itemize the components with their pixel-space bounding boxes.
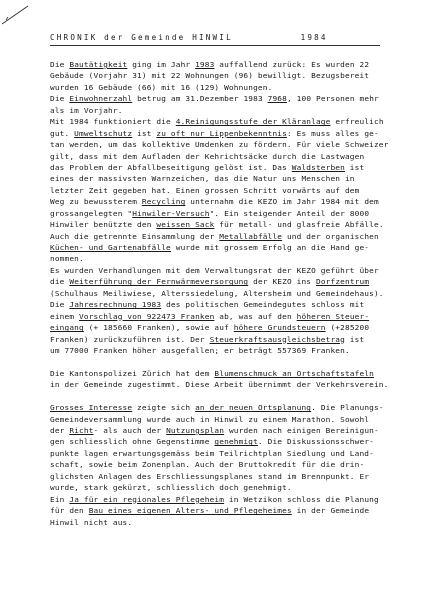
text-line xyxy=(50,425,417,436)
text-run: , 100 Personen mehr xyxy=(286,94,379,104)
paragraph-gap xyxy=(50,356,417,367)
text-run: ab, was auf den xyxy=(214,311,297,321)
text-line xyxy=(50,414,417,425)
text-run: ging im Jahr xyxy=(127,60,196,69)
underlined-term: Steuerkraftsausgleichsbetrag xyxy=(209,334,345,344)
text-run: Weg zu bewussterem xyxy=(50,197,142,207)
text-line xyxy=(50,494,417,505)
underlined-term: höhere Grundsteuern xyxy=(233,323,326,333)
text-line xyxy=(50,162,417,173)
underlined-term: weissen Sack xyxy=(156,220,215,230)
text-run: (Schulhaus Meiliwiese, Alterssiedelung, Altersheim und Gemeindehaus). xyxy=(50,288,384,298)
header-title: CHRONIK der Gemeinde HINWIL xyxy=(50,33,233,42)
text-line xyxy=(50,59,417,70)
text-run: Gemeindeversammlung wurde auch in Hinwil zu einem Marathon. Sowohl xyxy=(50,414,370,424)
paragraph-gap xyxy=(50,391,417,402)
underlined-term: Umweltschutz xyxy=(74,128,133,138)
text-run: für den xyxy=(50,506,89,516)
underlined-term: zu oft nur Lippenbekenntnis xyxy=(156,128,287,138)
text-line xyxy=(50,231,417,242)
underlined-term: Metallabfälle xyxy=(219,231,283,241)
text-line xyxy=(50,311,417,322)
text-run: Hinwiler benützte den xyxy=(50,220,157,230)
text-line xyxy=(50,517,417,528)
underlined-term: Dorfzentrum xyxy=(315,277,370,287)
text-run: Die xyxy=(50,60,70,69)
text-line xyxy=(50,471,417,482)
text-run: nommen. xyxy=(50,254,84,264)
text-run: wurde, stark gekürzt, schliesslich doch genehmigt. xyxy=(50,483,292,493)
text-run: (+285200 xyxy=(325,323,370,333)
text-run: wurden 16 Gebäude (66) mit 16 (129) Wohnungen. xyxy=(50,82,273,92)
chronicle-body-text xyxy=(50,59,417,528)
text-run: Die Kantonspolizei Zürich hat dem xyxy=(50,368,215,378)
underlined-term: Jahresrechnung 1983 xyxy=(69,300,162,310)
underlined-term: eingang xyxy=(50,323,84,333)
text-run: erfreulich xyxy=(330,117,384,127)
text-line xyxy=(50,116,417,127)
underlined-term: Küchen- und Gartenabfälle xyxy=(50,243,171,252)
underlined-term: Nutzungsplan xyxy=(166,426,225,435)
underlined-term: Vorschlag von 922473 Franken xyxy=(79,311,215,321)
underlined-term: Bautätigkeit xyxy=(69,60,128,69)
text-run: für metall- und glasfreie Abfälle. xyxy=(214,220,384,230)
text-run: letzter Zeit gegeben hat. Einen grossen Schritt vorwärts auf dem xyxy=(50,185,360,195)
text-run: der xyxy=(50,426,70,435)
text-line xyxy=(50,139,417,150)
text-run: als im Vorjahr. xyxy=(50,105,123,115)
text-run: zeigte sich xyxy=(132,403,196,413)
text-run: Mit 1984 funktioniert die xyxy=(50,117,176,127)
text-line xyxy=(50,448,417,459)
underlined-term: Richt xyxy=(69,426,94,435)
text-line xyxy=(50,185,417,196)
header-rule xyxy=(50,45,380,46)
text-run: Die xyxy=(50,94,70,104)
text-run: tan werden, um das kollektive Umdenken zu fördern. Für viele Schweizer xyxy=(50,140,389,150)
underlined-term: Weiterführung der Fernwärmeversorgung xyxy=(69,277,249,287)
text-run: (+ 185660 Franken), sowie auf xyxy=(83,323,234,333)
underlined-term: Einwohnerzahl xyxy=(69,94,133,104)
text-run: Ein xyxy=(50,494,70,504)
underlined-term: an der neuen Ortsplanung xyxy=(195,403,312,413)
text-run: ist xyxy=(344,334,365,344)
text-line xyxy=(50,334,417,345)
text-run: glichsten Anlagen des Erschliessungsplanes stand im Brennpunkt. Er xyxy=(50,471,370,481)
text-line xyxy=(50,151,417,162)
text-run: - als auch der xyxy=(93,426,167,435)
text-run: . Die Planungs- xyxy=(311,403,384,413)
page-header xyxy=(50,33,328,42)
text-line xyxy=(50,322,417,333)
text-run: in Wetzikon schloss die Planung xyxy=(224,494,379,504)
underlined-term: genehmigt xyxy=(214,437,258,447)
text-line xyxy=(50,173,417,184)
text-run: gen schliesslich ohne Gegenstimme xyxy=(50,437,215,447)
text-line xyxy=(50,379,417,390)
text-run: Die xyxy=(50,300,70,310)
text-run: und der organischen xyxy=(282,231,379,241)
text-line xyxy=(50,288,417,299)
text-line xyxy=(50,82,417,93)
text-line xyxy=(50,105,417,116)
text-line xyxy=(50,208,417,219)
text-run: ist xyxy=(132,128,157,138)
text-run: unternahm die KEZO im Jahr 1984 mit dem xyxy=(185,197,379,207)
text-run: Gebäude (Vorjahr 31) mit 22 Wohnungen (96) bewilligt. Bezugsbereit xyxy=(50,71,370,81)
text-run: die xyxy=(50,277,70,287)
text-line xyxy=(50,219,417,230)
text-run: : Es muss alles ge- xyxy=(286,128,379,138)
text-line xyxy=(50,299,417,310)
text-run: punkte lagen erwartungsgemäss beim Teilrichtplan Siedlung und Land- xyxy=(50,448,374,458)
text-run: Franken) zurückzuführen ist. Der xyxy=(50,334,210,344)
text-line xyxy=(50,505,417,516)
text-run: grossangelegten " xyxy=(50,208,133,218)
text-run: gut. xyxy=(50,128,75,138)
underlined-term: höheren Steuer- xyxy=(296,311,370,321)
text-run: Hinwil nicht aus. xyxy=(50,517,133,527)
text-line xyxy=(50,70,417,81)
underlined-term: Bau eines eigenen Alters- und Pflegeheimes xyxy=(88,506,292,516)
text-run: das Problem der Abfallbeseitigung gelöst ist. Das xyxy=(50,162,292,172)
text-run: der KEZO ins xyxy=(248,277,316,287)
text-run: gilt, dass mit dem Aufladen der Kehrichtsäcke durch die Lastwagen xyxy=(50,151,365,161)
underlined-term: Hinwiler-Versuch xyxy=(132,208,210,218)
text-line xyxy=(50,345,417,356)
text-run: um 77000 Franken höher ausgefallen; er beträgt 557369 Franken. xyxy=(50,345,350,355)
underlined-term: Blumenschmuck an Ortschaftstafeln xyxy=(214,368,374,378)
text-run: schaft, sowie beim Zonenplan. Auch der Bruttokredit für die drin- xyxy=(50,460,365,470)
text-run: auffallend zurück: Es wurden 22 xyxy=(214,60,370,69)
underlined-term: Waldsterben xyxy=(291,162,345,172)
text-line xyxy=(50,276,417,287)
text-run: eines der massivsten Warnzeichen, das die Natur uns Menschen in xyxy=(50,174,355,184)
text-run: wurden nach einigen Bereinigun- xyxy=(224,426,379,435)
text-line xyxy=(50,242,417,253)
text-run: Es wurden Verhandlungen mit dem Verwaltungsrat der KEZO geführt über xyxy=(50,265,379,275)
underlined-term: Recycling xyxy=(141,197,186,207)
text-line xyxy=(50,253,417,264)
text-run: wurde mit grossem Erfolg an die Hand ge- xyxy=(170,243,370,252)
text-run: ist xyxy=(344,162,365,172)
text-run: des politischen Gemeindegutes schloss mit xyxy=(161,300,365,310)
text-line xyxy=(50,368,417,379)
header-year: 1984 xyxy=(300,33,328,42)
underlined-term: 4.Reinigungsstufe der Kläranlage xyxy=(175,117,331,127)
text-run: in der Gemeinde xyxy=(291,506,370,516)
text-line xyxy=(50,196,417,207)
underlined-term: 7968 xyxy=(267,94,287,104)
text-line xyxy=(50,482,417,493)
text-line xyxy=(50,128,417,139)
text-line xyxy=(50,265,417,276)
text-line xyxy=(50,402,417,413)
text-line xyxy=(50,459,417,470)
text-run: betrug am 31.Dezember 1983 xyxy=(132,94,268,104)
underlined-term: 1983 xyxy=(195,60,215,69)
text-run: . Die Diskussionsschwer- xyxy=(257,437,374,447)
text-run: Auch die getrennte Einsammlung der xyxy=(50,231,220,241)
text-run: in der Gemeinde zugestimmt. Diese Arbeit übernimmt der Verkehrsverein. xyxy=(50,380,389,390)
underlined-term: Ja für ein regionales Pflegeheim xyxy=(69,494,225,504)
text-run: einem xyxy=(50,311,80,321)
pen-stroke-mark xyxy=(0,0,40,30)
underlined-term: Grosses Interesse xyxy=(50,403,133,413)
text-run: ". Ein steigender Anteil der 8000 xyxy=(209,208,370,218)
text-line xyxy=(50,436,417,447)
text-line xyxy=(50,93,417,104)
